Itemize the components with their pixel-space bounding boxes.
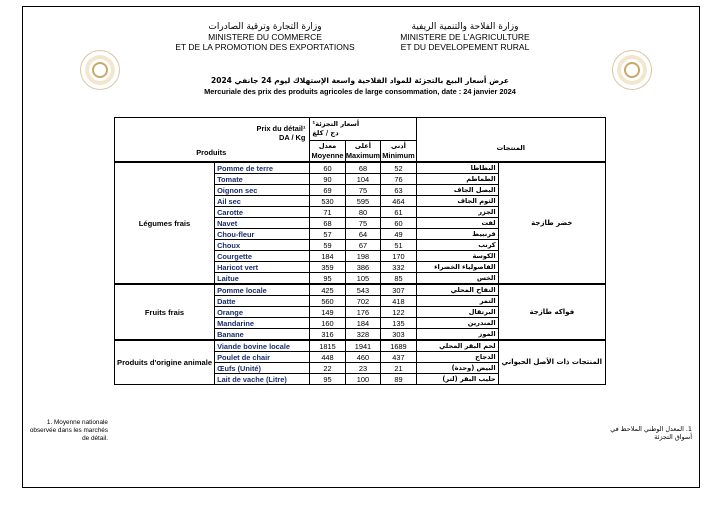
price-average: 22 [310,363,345,374]
commerce-ministry-header [165,22,365,52]
price-average: 184 [310,251,345,262]
price-average: 90 [310,174,345,185]
price-minimum: 437 [381,352,416,363]
min-header-ar: أدنى [391,142,406,150]
price-minimum: 61 [381,207,416,218]
price-average: 425 [310,284,345,296]
price-maximum: 702 [345,296,381,307]
agriculture-ministry-fr-1: MINISTERE DE L'AGRICULTURE [400,32,530,42]
price-average: 68 [310,218,345,229]
product-name-fr: Carotte [215,207,310,218]
price-maximum: 64 [345,229,381,240]
product-name-fr: Banane [215,329,310,341]
category-fr: Fruits frais [115,284,215,340]
products-header-fr [115,118,310,163]
price-average: 359 [310,262,345,273]
price-average: 1815 [310,340,345,352]
price-minimum: 307 [381,284,416,296]
product-name-fr: Mandarine [215,318,310,329]
product-name-ar: الفاصولياء الخضراء [416,262,498,273]
price-average: 59 [310,240,345,251]
product-name-ar: الكوسة [416,251,498,262]
table-row [115,284,606,296]
category-ar: فواكه طازجة [498,284,605,340]
product-name-ar: لفت [416,218,498,229]
product-name-ar: الجزر [416,207,498,218]
price-average: 69 [310,185,345,196]
products-label-ar: المنتجات [496,144,525,152]
price-minimum: 418 [381,296,416,307]
product-name-ar: التمر [416,296,498,307]
table-header-row [115,118,606,141]
price-average: 95 [310,273,345,285]
price-average: 95 [310,374,345,385]
price-table [114,117,606,385]
price-average: 448 [310,352,345,363]
agriculture-ministry-fr-2: ET DU DEVELOPEMENT RURAL [400,42,530,52]
price-maximum: 460 [345,352,381,363]
price-minimum: 85 [381,273,416,285]
price-minimum: 303 [381,329,416,341]
product-name-ar: البيض (وحدة) [416,363,498,374]
price-minimum: 1689 [381,340,416,352]
product-name-ar: البطاطا [416,162,498,174]
max-header-ar: أعلى [354,142,372,150]
price-average: 149 [310,307,345,318]
product-name-ar: لحم البقر المحلي [416,340,498,352]
category-ar: خضر طازجة [498,162,605,284]
category-ar: المنتجات ذات الأصل الحيواني [498,340,605,385]
price-minimum: 51 [381,240,416,251]
avg-header-fr: Moyenne [311,151,344,160]
max-header-fr: Maximum [345,151,380,160]
footnote-ar: 1. المعدل الوطني الملاحظ في أسواق التجزئة [610,425,692,441]
price-average: 560 [310,296,345,307]
product-name-fr: Datte [215,296,310,307]
product-name-fr: Orange [215,307,310,318]
product-name-fr: Poulet de chair [215,352,310,363]
price-minimum: 464 [381,196,416,207]
category-fr: Légumes frais [115,162,215,284]
price-maximum: 68 [345,162,381,174]
commerce-ministry-fr-2: ET DE LA PROMOTION DES EXPORTATIONS [175,42,355,52]
price-minimum: 76 [381,174,416,185]
agriculture-ministry-header [380,22,550,52]
product-name-ar: قرنبيط [416,229,498,240]
min-header [381,141,416,163]
price-minimum: 21 [381,363,416,374]
price-maximum: 198 [345,251,381,262]
product-name-fr: Tomate [215,174,310,185]
product-name-fr: Laitue [215,273,310,285]
product-name-fr: Lait de vache (Litre) [215,374,310,385]
price-maximum: 386 [345,262,381,273]
products-header-ar [416,118,605,163]
price-maximum: 1941 [345,340,381,352]
price-maximum: 80 [345,207,381,218]
product-name-ar: الدجاج [416,352,498,363]
product-name-fr: Œufs (Unité) [215,363,310,374]
price-maximum: 75 [345,218,381,229]
unit-ar: دج / كلغ [312,129,339,137]
product-name-ar: البرتقال [416,307,498,318]
price-maximum: 100 [345,374,381,385]
price-average: 160 [310,318,345,329]
price-maximum: 184 [345,318,381,329]
product-name-fr: Haricot vert [215,262,310,273]
product-name-ar: المندرين [416,318,498,329]
price-maximum: 23 [345,363,381,374]
price-maximum: 67 [345,240,381,251]
price-label-fr: Prix du détail¹ [256,124,306,133]
product-name-ar: الطماطم [416,174,498,185]
product-name-fr: Pomme de terre [215,162,310,174]
product-name-ar: كرنب [416,240,498,251]
product-name-fr: Viande bovine locale [215,340,310,352]
price-minimum: 60 [381,218,416,229]
price-label-ar: أسعار التجزئة¹ [312,120,360,128]
price-maximum: 595 [345,196,381,207]
product-name-fr: Oignon sec [215,185,310,196]
price-minimum: 135 [381,318,416,329]
document-title-fr: Mercuriale des prix des produits agricoles de large consommation, date : 24 janvier 2024 [204,87,516,96]
price-average: 60 [310,162,345,174]
product-name-ar: حليب البقر (لتر) [416,374,498,385]
products-label-fr: Produits [196,148,227,157]
price-average: 71 [310,207,345,218]
price-average: 530 [310,196,345,207]
price-minimum: 89 [381,374,416,385]
product-name-fr: Navet [215,218,310,229]
product-name-ar: التفاح المحلي [416,284,498,296]
product-name-fr: Courgette [215,251,310,262]
table-row [115,340,606,352]
ministry-agriculture-seal-icon [612,50,652,90]
agriculture-ministry-ar: وزارة الفلاحة والتنمية الريفية [411,22,519,32]
price-maximum: 543 [345,284,381,296]
document-title-ar: عرض أسعار البيع بالتجزئة للمواد الفلاحية واسعة الإستهلاك ليوم 24 جانفي 2024 [211,76,509,85]
price-minimum: 170 [381,251,416,262]
footnote-fr: 1. Moyenne nationale observée dans les marchés de détail. [29,419,108,442]
price-maximum: 328 [345,329,381,341]
product-name-fr: Ail sec [215,196,310,207]
product-name-ar: الخس [416,273,498,285]
product-name-ar: الثوم الجاف [416,196,498,207]
price-maximum: 104 [345,174,381,185]
price-minimum: 122 [381,307,416,318]
price-maximum: 105 [345,273,381,285]
product-name-fr: Chou-fleur [215,229,310,240]
max-header [345,141,381,163]
price-minimum: 332 [381,262,416,273]
category-fr: Produits d'origine animale [115,340,215,385]
price-average: 316 [310,329,345,341]
price-average: 57 [310,229,345,240]
price-label-ar-cell [310,118,416,141]
product-name-fr: Pomme locale [215,284,310,296]
price-maximum: 75 [345,185,381,196]
unit-fr: DA / Kg [278,133,306,142]
price-maximum: 176 [345,307,381,318]
min-header-fr: Minimum [382,151,415,160]
ministry-commerce-seal-icon [80,50,120,90]
price-minimum: 63 [381,185,416,196]
avg-header-ar: معدل [318,142,337,150]
product-name-ar: البصل الجاف [416,185,498,196]
table-row [115,162,606,174]
commerce-ministry-ar: وزارة التجارة وترقية الصادرات [208,22,322,32]
price-minimum: 52 [381,162,416,174]
product-name-fr: Choux [215,240,310,251]
price-minimum: 49 [381,229,416,240]
avg-header [310,141,345,163]
commerce-ministry-fr-1: MINISTERE DU COMMERCE [208,32,322,42]
product-name-ar: الموز [416,329,498,341]
